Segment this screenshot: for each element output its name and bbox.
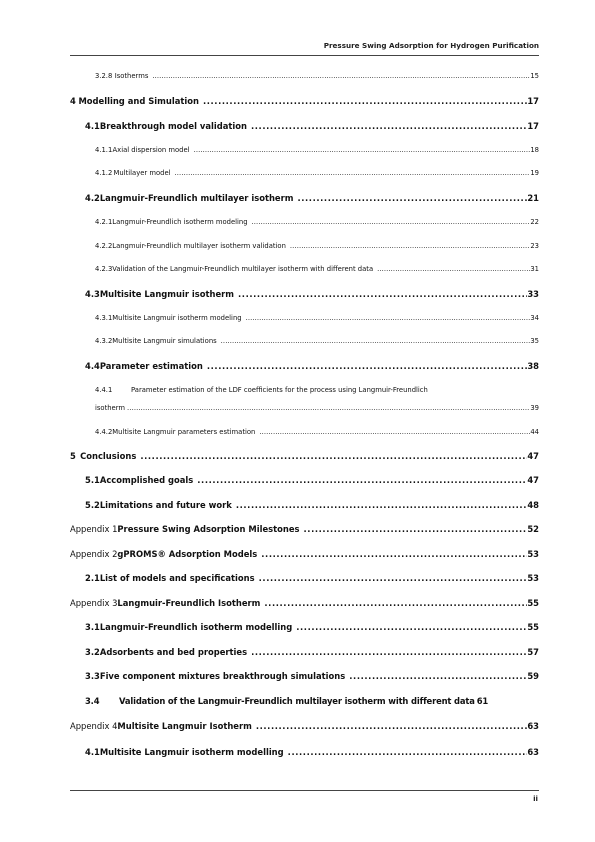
toc-entry-title: Langmuir-Freundlich multilayer isotherm (99, 193, 294, 203)
toc-entry-title: Limitations and future work (99, 500, 232, 510)
dot-leader (125, 402, 530, 414)
toc-entry-number: 4 (70, 96, 76, 106)
dot-leader (249, 646, 527, 658)
dot-leader (195, 474, 527, 486)
toc-entry-number: 3.2 (85, 647, 100, 657)
toc-entry-appendix-4[interactable] (70, 720, 539, 732)
dot-leader (302, 523, 528, 535)
toc-entry-4-2-3[interactable] (70, 263, 539, 275)
dot-leader (257, 572, 528, 584)
toc-entry-a3-3-2[interactable] (70, 646, 539, 658)
toc-entry-4[interactable] (70, 95, 539, 107)
toc-entry-4-3-1[interactable] (70, 312, 539, 324)
toc-entry-4-4[interactable] (70, 360, 539, 372)
toc-entry-title: Validation of the Langmuir-Freundlich multilayer isotherm with different data (119, 696, 475, 706)
toc-entry-number: 4.1 (85, 121, 100, 131)
toc-entry-title: Multisite Langmuir isotherm modeling (112, 314, 242, 322)
toc-entry-page: 34 (530, 314, 539, 322)
toc-entry-title-continued: isotherm (95, 404, 126, 412)
toc-entry-number: 4.3 (85, 289, 100, 299)
toc-entry-page: 21 (527, 193, 539, 203)
dot-leader (192, 144, 531, 156)
dot-leader (257, 426, 530, 438)
toc-entry-number: 5.2 (85, 500, 100, 510)
toc-entry-5-2[interactable] (70, 499, 539, 511)
toc-entry-page: 39 (530, 404, 539, 412)
toc-entry-4-2-1[interactable] (70, 216, 539, 228)
toc-entry-number: 4.4.2 (95, 428, 113, 436)
toc-entry-page: 59 (527, 671, 539, 681)
dot-leader (219, 335, 531, 347)
running-header: Pressure Swing Adsorption for Hydrogen Purification (323, 41, 539, 50)
footer-rule (70, 790, 539, 791)
dot-leader (375, 263, 530, 275)
toc-entry-page: 47 (527, 475, 539, 485)
toc-entry-title: Adsorbents and bed properties (99, 647, 248, 657)
toc-entry-number: 4.3.2 (95, 337, 113, 345)
toc-entry-page: 17 (527, 96, 539, 106)
toc-entry-title: Accomplished goals (99, 475, 194, 485)
toc-entry-a3-3-3[interactable] (70, 670, 539, 682)
dot-leader (295, 192, 527, 204)
toc-entry-number: Appendix 4 (70, 721, 118, 731)
toc-entry-number: 3.3 (85, 671, 100, 681)
toc-entry-a3-3-4[interactable] (70, 695, 539, 707)
toc-entry-title: Langmuir-Freundlich isotherm modelling (99, 622, 293, 632)
dot-leader (244, 312, 531, 324)
toc-entry-4-1[interactable] (70, 120, 539, 132)
dot-leader (138, 450, 527, 462)
toc-entry-title: List of models and specifications (99, 573, 255, 583)
toc-entry-5[interactable] (70, 450, 539, 462)
toc-entry-page: 63 (527, 721, 539, 731)
toc-entry-title: gPROMS® Adsorption Models (117, 549, 258, 559)
toc-entry-title: Multilayer model (113, 169, 171, 177)
toc-entry-4-2[interactable] (70, 192, 539, 204)
dot-leader (205, 360, 528, 372)
toc-entry-page: 61 (476, 696, 489, 706)
dot-leader (294, 621, 527, 633)
toc-entry-number: 4.1.2 (95, 169, 113, 177)
toc-entry-a4-4-1[interactable] (70, 746, 539, 758)
toc-entry-appendix-2[interactable] (70, 548, 539, 560)
dot-leader (201, 95, 527, 107)
toc-entry-page: 55 (527, 622, 539, 632)
toc-entry-page: 47 (527, 451, 539, 461)
toc-entry-page: 53 (527, 549, 539, 559)
dot-leader (259, 548, 527, 560)
dot-leader (286, 746, 528, 758)
toc-entry-number: 4.4.1 (95, 386, 113, 394)
toc-entry-appendix-3[interactable] (70, 597, 539, 609)
toc-entry-page: 22 (530, 218, 539, 226)
toc-entry-page: 17 (527, 121, 539, 131)
toc-entry-title: Isotherms (114, 72, 149, 80)
toc-entry-number: 4.3.1 (95, 314, 113, 322)
dot-leader (234, 499, 528, 511)
dot-leader (150, 70, 530, 82)
toc-entry-title: Multisite Langmuir simulations (112, 337, 217, 345)
toc-entry-4-4-1[interactable] (70, 384, 539, 396)
dot-leader (347, 670, 527, 682)
dot-leader (254, 720, 528, 732)
dot-leader (250, 216, 531, 228)
toc-entry-page: 23 (530, 242, 539, 250)
toc-entry-page: 55 (527, 598, 539, 608)
page-number: ii (533, 794, 538, 803)
toc-entry-number: 3.1 (85, 622, 100, 632)
toc-entry-page: 31 (530, 265, 539, 273)
toc-entry-number: 4.2.3 (95, 265, 113, 273)
toc-entry-number: Appendix 2 (70, 549, 118, 559)
toc-entry-page: 57 (527, 647, 539, 657)
dot-leader (288, 240, 530, 252)
toc-entry-number: 4.1 (85, 747, 100, 757)
toc-entry-number: 3.2.8 (95, 72, 113, 80)
toc-entry-number: Appendix 1 (70, 524, 118, 534)
toc-entry-number: 3.4 (85, 696, 100, 706)
toc-entry-4-1-1[interactable] (70, 144, 539, 156)
toc-entry-title: Multisite Langmuir Isotherm (117, 721, 252, 731)
toc-entry-title: Five component mixtures breakthrough simulations (99, 671, 346, 681)
toc-entry-4-3[interactable] (70, 288, 539, 300)
toc-entry-page: 44 (530, 428, 539, 436)
toc-entry-page: 52 (527, 524, 539, 534)
toc-entry-number: 4.1.1 (95, 146, 113, 154)
toc-entry-page: 33 (527, 289, 539, 299)
toc-entry-3-2-8[interactable] (70, 70, 539, 82)
toc-entry-page: 38 (527, 361, 539, 371)
toc-entry-number: 4.2.1 (95, 218, 113, 226)
toc-entry-number: 4.2.2 (95, 242, 113, 250)
toc-entry-title: Parameter estimation (99, 361, 203, 371)
toc-entry-page: 48 (527, 500, 539, 510)
toc-entry-title: Langmuir-Freundlich isotherm modeling (112, 218, 248, 226)
toc-entry-number: 2.1 (85, 573, 100, 583)
toc-entry-title: Langmuir-Freundlich Isotherm (117, 598, 261, 608)
toc-entry-page: 19 (530, 169, 539, 177)
toc-entry-4-3-2[interactable] (70, 335, 539, 347)
toc-entry-appendix-1[interactable] (70, 523, 539, 535)
dot-leader (249, 120, 527, 132)
toc-entry-page: 18 (530, 146, 539, 154)
toc-entry-4-1-2[interactable] (70, 167, 539, 179)
toc-entry-page: 63 (527, 747, 539, 757)
toc-entry-page: 53 (527, 573, 539, 583)
toc-entry-4-2-2[interactable] (70, 240, 539, 252)
toc-entry-title: Multisite Langmuir isotherm modelling (99, 747, 284, 757)
toc-entry-4-4-1-continued[interactable] (95, 402, 539, 414)
toc-entry-a3-3-1[interactable] (70, 621, 539, 633)
toc-entry-title: Multisite Langmuir parameters estimation (112, 428, 256, 436)
toc-entry-title: Modelling and Simulation (78, 96, 199, 106)
toc-entry-title: Breakthrough model validation (99, 121, 247, 131)
toc-entry-number: 5.1 (85, 475, 100, 485)
toc-entry-title: Pressure Swing Adsorption Milestones (117, 524, 300, 534)
toc-entry-4-4-2[interactable] (70, 426, 539, 438)
toc-entry-title: Validation of the Langmuir-Freundlich multilayer isotherm with different data (112, 265, 374, 273)
dot-leader (236, 288, 527, 300)
toc-entry-number: 5 (70, 451, 76, 461)
toc-entry-title: Conclusions (80, 451, 137, 461)
toc-entry-title: Langmuir-Freundlich multilayer isotherm validation (112, 242, 286, 250)
toc-entry-a2-2-1[interactable] (70, 572, 539, 584)
dot-leader (262, 597, 527, 609)
toc-entry-5-1[interactable] (70, 474, 539, 486)
toc-entry-title: Parameter estimation of the LDF coefficients for the process using Langmuir-Freundlich (131, 386, 428, 394)
toc-entry-number: 4.2 (85, 193, 100, 203)
toc-entry-number: Appendix 3 (70, 598, 118, 608)
dot-leader (173, 167, 531, 179)
toc-entry-title: Axial dispersion model (112, 146, 190, 154)
toc-entry-page: 15 (530, 72, 539, 80)
toc-entry-page: 35 (530, 337, 539, 345)
toc-entry-title: Multisite Langmuir isotherm (99, 289, 235, 299)
toc-entry-number: 4.4 (85, 361, 100, 371)
